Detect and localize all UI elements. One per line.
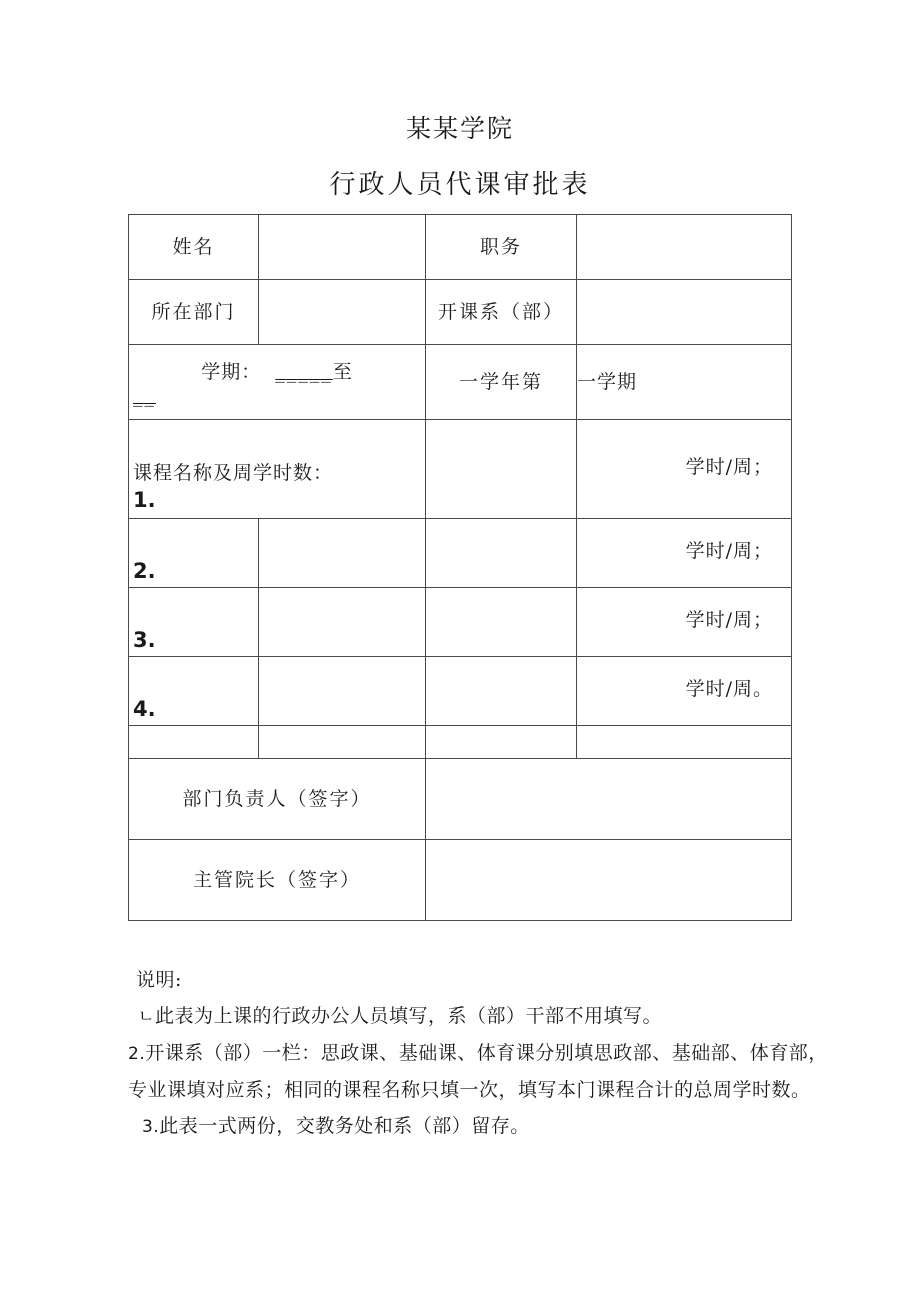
table-row-course-3 (129, 588, 792, 657)
spacer-cell-4 (577, 726, 792, 759)
field-dean-signature[interactable] (426, 840, 792, 921)
spacer-cell-2 (259, 726, 426, 759)
term-blank-end[interactable]: __ (133, 385, 156, 407)
course-number-4: 4. (133, 697, 156, 721)
note-marker-3: 3. (142, 1117, 160, 1137)
field-course-hours-3[interactable] (577, 588, 792, 657)
institution-title: 某某学院 (405, 114, 514, 143)
course-number-cell-4[interactable] (129, 657, 259, 726)
label-department-head-signature: 部门负责人（签字） (129, 759, 426, 840)
field-course-name-3[interactable] (259, 588, 426, 657)
table-row-course-2 (129, 519, 792, 588)
field-course-hours-1[interactable] (577, 420, 792, 519)
notes-heading: 说明: (136, 969, 182, 991)
field-department-value[interactable] (259, 280, 426, 345)
field-course-middle-1[interactable] (426, 420, 577, 519)
label-hours-3: 学时/周； (685, 609, 773, 631)
field-name-value[interactable] (259, 215, 426, 280)
note-marker-2: 2. (128, 1044, 146, 1064)
course-number-2: 2. (133, 559, 156, 583)
label-department: 所在部门 (129, 280, 259, 345)
note-item-2-continued (128, 1072, 828, 1108)
field-teaching-department-value[interactable] (577, 280, 792, 345)
course-number-3: 3. (133, 628, 156, 652)
label-position: 职务 (426, 215, 577, 280)
field-course-name-4[interactable] (259, 657, 426, 726)
field-course-middle-2[interactable] (426, 519, 577, 588)
approval-form-table (128, 214, 792, 921)
field-course-middle-4[interactable] (426, 657, 577, 726)
course-number-1: 1. (133, 488, 156, 512)
note-text-3: 此表一式两份，交教务处和系（部）留存。 (159, 1115, 530, 1137)
note-item-2 (128, 1035, 828, 1072)
field-department-head-signature[interactable] (426, 759, 792, 840)
label-teaching-department: 开课系（部） (426, 280, 577, 345)
table-row-course-4 (129, 657, 792, 726)
label-course-header: 课程名称及周学时数： (133, 462, 334, 484)
field-position-value[interactable] (577, 215, 792, 280)
label-semester: 一学期 (577, 345, 792, 420)
table-row-spacer (129, 726, 792, 759)
table-row-department (129, 280, 792, 345)
course-header-cell[interactable] (129, 420, 426, 519)
note-text-2: 开课系（部）一栏：思政课、基础课、体育课分别填思政部、基础部、体育部， (145, 1042, 828, 1064)
note-text-1: 此表为上课的行政办公人员填写，系（部）干部不用填写。 (154, 1005, 662, 1027)
label-hours-2: 学时/周； (685, 540, 773, 562)
spacer-cell-3 (426, 726, 577, 759)
label-hours-1: 学时/周； (685, 456, 773, 478)
course-number-cell-3[interactable] (129, 588, 259, 657)
field-course-hours-2[interactable] (577, 519, 792, 588)
label-dean-signature: 主管院长（签字） (129, 840, 426, 921)
field-term-range[interactable] (129, 345, 426, 420)
note-item-3 (128, 1108, 828, 1145)
table-row-signature-department (129, 759, 792, 840)
table-row-course-1 (129, 420, 792, 519)
notes-section (128, 962, 828, 1145)
field-course-middle-3[interactable] (426, 588, 577, 657)
table-row-name (129, 215, 792, 280)
course-number-cell-2[interactable] (129, 519, 259, 588)
note-marker-1: ㄴ (138, 1007, 155, 1027)
spacer-cell-1 (129, 726, 259, 759)
table-row-term (129, 345, 792, 420)
table-row-signature-dean (129, 840, 792, 921)
term-blank-start[interactable]: _____ (275, 361, 333, 383)
label-name: 姓名 (129, 215, 259, 280)
field-course-name-2[interactable] (259, 519, 426, 588)
field-course-hours-4[interactable] (577, 657, 792, 726)
note-item-1 (128, 998, 828, 1035)
label-term: 学期： (201, 361, 262, 383)
title-block (0, 112, 920, 202)
label-term-to: 至 (332, 361, 353, 383)
note-text-2-continued: 专业课填对应系；相同的课程名称只填一次，填写本门课程合计的总周学时数。 (128, 1079, 811, 1101)
form-title: 行政人员代课审批表 (329, 170, 591, 200)
label-hours-4: 学时/周。 (685, 678, 773, 700)
label-academic-year: 一学年第 (426, 345, 577, 420)
